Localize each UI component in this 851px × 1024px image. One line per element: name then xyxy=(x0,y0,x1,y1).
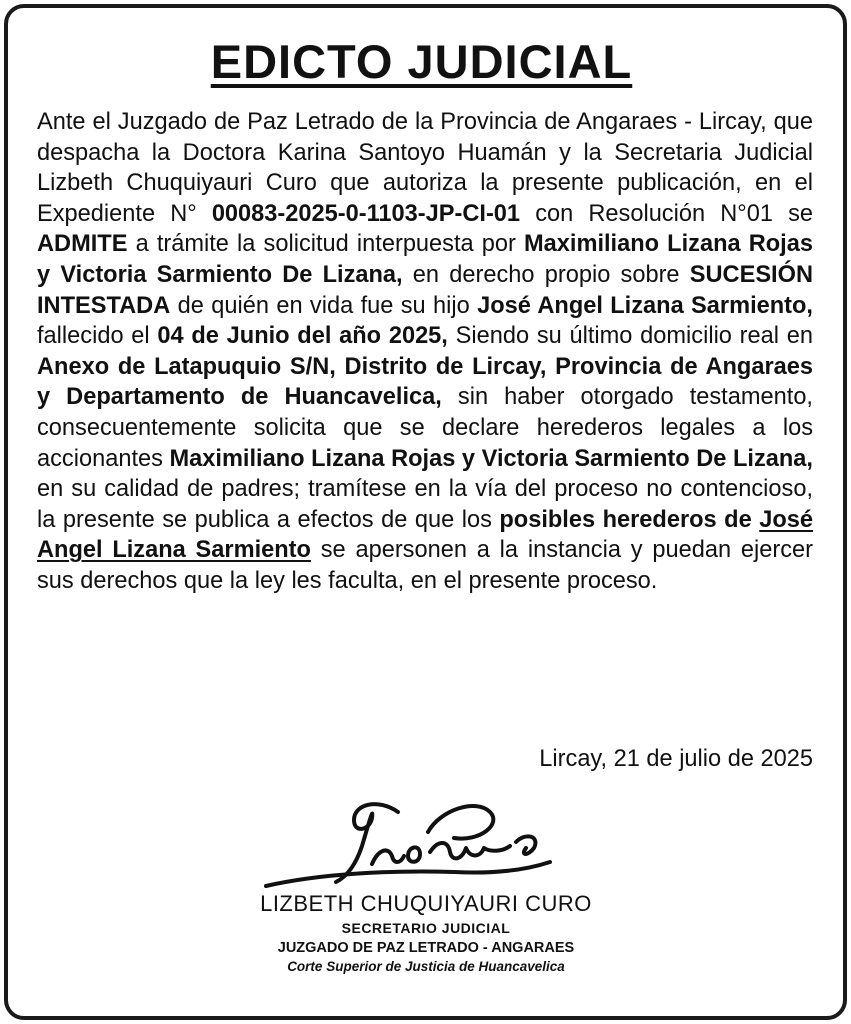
handwritten-signature xyxy=(258,790,558,900)
body-text-segment: Ante el Juzgado de Paz Letrado de la Provincia de Angaraes - Lircay, que despacha la Doctora Karina Santoyo Huamán y la Secretaria Judicial Lizbeth Chuquiyauri Curo que autoriza la presente publicación, en el Expediente N° xyxy=(37,109,813,227)
death-date: 04 de Junio del año 2025, xyxy=(157,323,448,350)
last-address: Anexo de Latapuquio S/N, Distrito de Lircay, Provincia de Angaraes y Departamento de Huancavelica, xyxy=(37,353,813,411)
body-text-segment: en derecho propio sobre xyxy=(402,261,690,288)
place-date: Lircay, 21 de julio de 2025 xyxy=(539,746,813,772)
admission-keyword: ADMITE xyxy=(37,231,128,258)
possible-heirs-label: posibles herederos de xyxy=(499,506,760,533)
edict-title: EDICTO JUDICIAL xyxy=(210,35,633,88)
deceased-name-underline: José Angel Lizana Sarmiento xyxy=(37,506,814,564)
body-text-segment: Siendo su último domicilio real en xyxy=(447,323,813,350)
body-text-segment: de quién en vida fue su hijo xyxy=(170,292,478,319)
applicants-names: Maximiliano Lizana Rojas y Victoria Sarmiento De Lizana, xyxy=(37,231,813,288)
signer-role: SECRETARIO JUDICIAL xyxy=(341,920,511,936)
body-text-segment: a trámite la solicitud interpuesta por xyxy=(127,231,525,258)
body-text-segment: sin haber otorgado testamento, consecuentemente solicita que se declare herederos legales a los accionantes xyxy=(37,384,813,472)
case-number: 00083-2025-0-1103-JP-CI-01 xyxy=(211,200,521,227)
body-text-segment: con Resolución N°01 se xyxy=(520,200,813,227)
proceeding-type: SUCESIÓN INTESTADA xyxy=(37,261,813,319)
deceased-name: José Angel Lizana Sarmiento, xyxy=(477,292,813,319)
body-text-segment: fallecido el xyxy=(37,323,158,350)
signer-name: LIZBETH CHUQUIYAURI CURO xyxy=(260,891,592,916)
applicants-names-repeat: Maximiliano Lizana Rojas y Victoria Sarmiento De Lizana, xyxy=(169,445,813,472)
court-name: JUZGADO DE PAZ LETRADO - ANGARAES xyxy=(277,940,575,956)
jurisdiction-name: Corte Superior de Justicia de Huancavelica xyxy=(287,959,565,974)
body-text-segment: en su calidad de padres; tramítese en la vía del proceso no contencioso, la presente se publica a efectos de que los xyxy=(37,476,813,533)
official-stamp xyxy=(256,890,596,976)
edict-body xyxy=(37,107,813,597)
body-text-segment: se apersonen a la instancia y puedan ejercer sus derechos que la ley les faculta, en el presente proceso. xyxy=(37,537,813,594)
